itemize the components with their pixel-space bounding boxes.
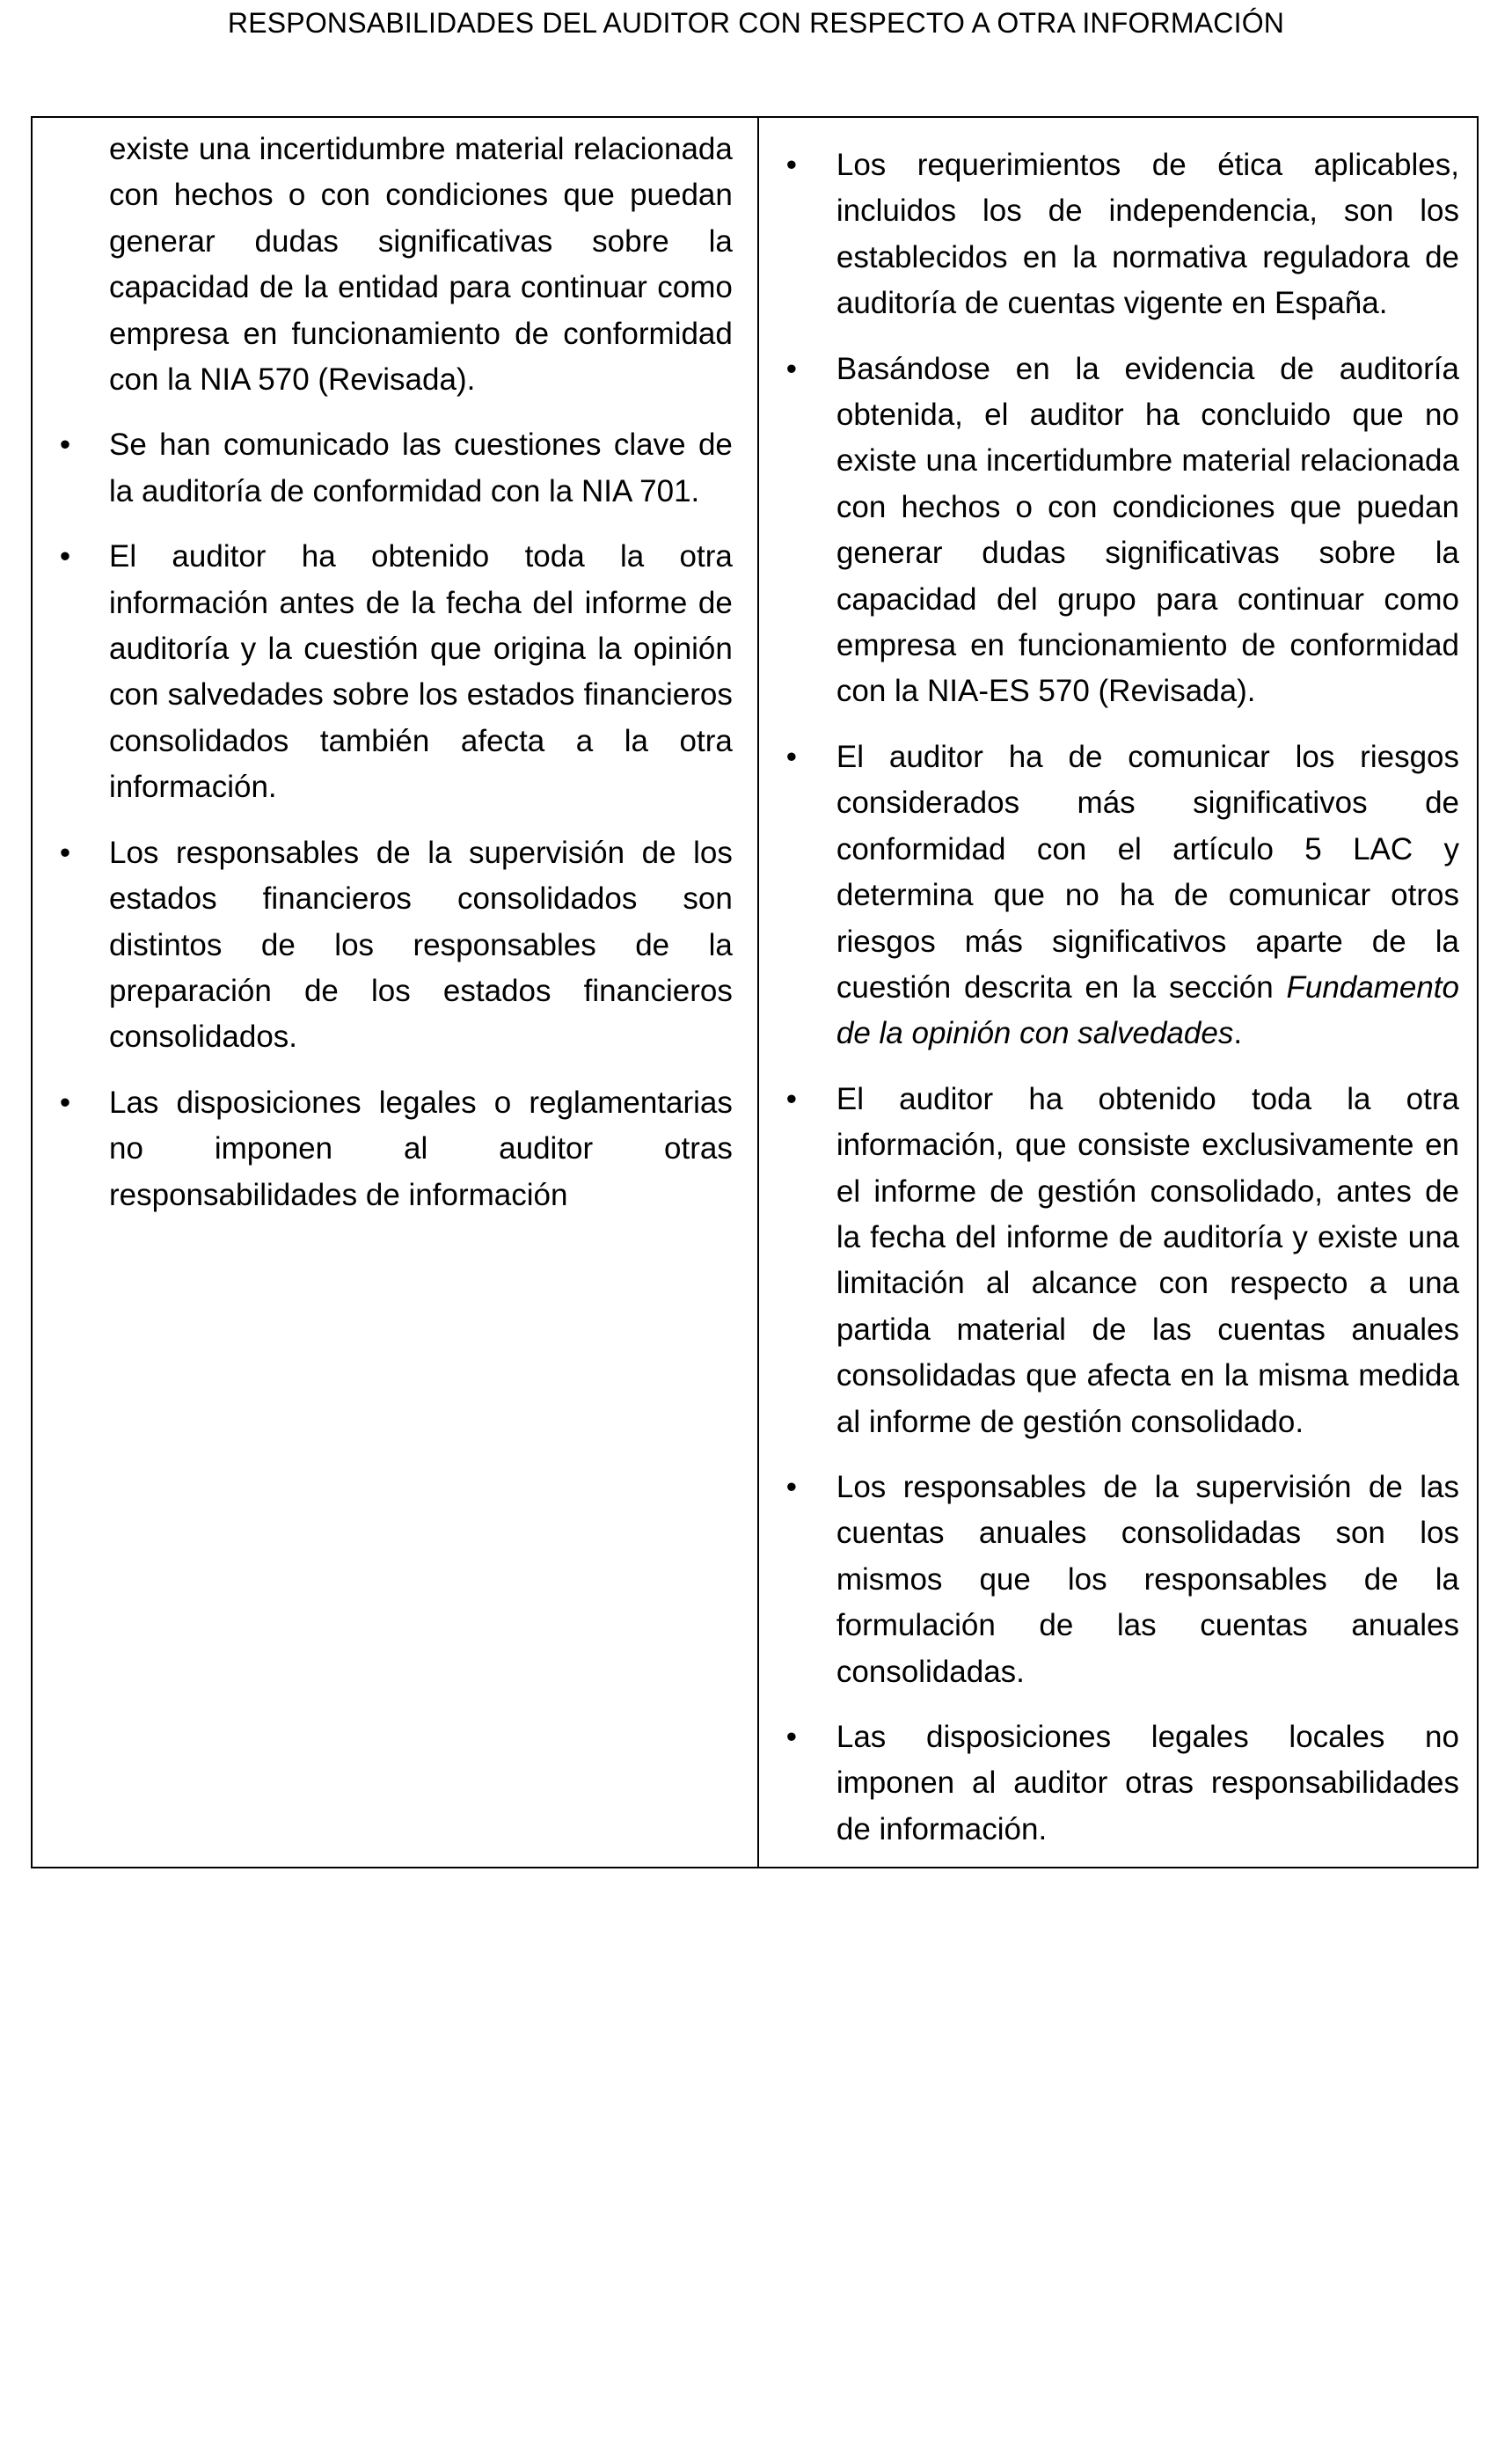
list-item-text: Los responsables de la supervisión de las cuentas anuales consolidadas son los mismos que los responsables de la formulación de las cuentas anuales consolidadas. [836,1469,1459,1689]
right-bullet-list [759,143,1459,1853]
left-column-cell [32,117,758,1868]
list-item-text: El auditor ha obtenido toda la otra información antes de la fecha del informe de auditoría y la cuestión que origina la opinión con salvedades sobre los estados financieros consolidados también afecta a la otra información. [109,539,733,805]
list-item-text: El auditor ha obtenido toda la otra información, que consiste exclusivamente en el informe de gestión consolidado, antes de la fecha del informe de auditoría y existe una limitación al alcance con respecto a una partida material de las cuentas anuales consolidadas que afecta en la misma medida al informe de gestión consolidado. [836,1081,1459,1439]
list-item [759,143,1459,327]
list-item-text: Se han comunicado las cuestiones clave de la auditoría de conformidad con la NIA 701. [109,428,733,508]
page-header-title: RESPONSABILIDADES DEL AUDITOR CON RESPECTO A OTRA INFORMACIÓN [227,7,1285,39]
list-item [33,830,733,1061]
list-item [33,1080,733,1218]
comparison-table [31,116,1479,1868]
list-item-text: Los responsables de la supervisión de los estados financieros consolidados son distintos de los responsables de la preparación de los estados financieros consolidados. [109,835,733,1055]
list-item-text: Los requerimientos de ética aplicables, incluidos los de independencia, son los establecidos en la normativa reguladora de auditoría de cuentas vigente en España. [836,148,1459,321]
bullet-icon: • [59,835,71,870]
right-column-cell [758,117,1478,1868]
bullet-icon: • [785,351,797,386]
bullet-icon: • [785,739,797,774]
list-item [33,534,733,810]
bullet-icon: • [785,1469,797,1504]
list-item-text-before: El auditor ha de comunicar los riesgos considerados más significativos de conformidad con el artículo 5 LAC y determina que no ha de comunicar otros riesgos más significativos aparte de la cuestión descrita en la sección [836,739,1459,1005]
bullet-icon: • [59,1085,71,1120]
list-item [759,1077,1459,1445]
table-row [32,117,1478,1868]
section-reference-italic: Fundamento de la opinión con salvedades [836,969,1459,1051]
left-bullet-list [33,422,733,1218]
bullet-icon: • [59,428,71,463]
list-item [759,1715,1459,1853]
list-item-text: Basándose en la evidencia de auditoría obtenida, el auditor ha concluido que no existe una incertidumbre material relacionada con hechos o con condiciones que puedan generar dudas significativas sobre la capacidad del grupo para continuar como empresa en funcionamiento de conformidad con la NIA-ES 570 (Revisada). [836,351,1459,709]
bullet-icon: • [785,1081,797,1116]
list-item-text: Las disposiciones legales o reglamentarias no imponen al auditor otras responsabilidades de información [109,1085,733,1212]
list-item [33,422,733,515]
list-item [759,735,1459,1057]
left-continuation-paragraph: existe una incertidumbre material relacionada con hechos o con condiciones que puedan generar dudas significativas sobre la capacidad de la entidad para continuar como empresa en funcionamiento de conformidad con la NIA 570 (Revisada). [109,132,733,398]
bullet-icon: • [785,148,797,182]
bullet-icon: • [785,1720,797,1754]
list-item-text-after: . [1233,1016,1243,1051]
list-item [759,1465,1459,1695]
bullet-icon: • [59,539,71,574]
list-item [759,347,1459,715]
list-item-text: Las disposiciones legales locales no imponen al auditor otras responsabilidades de información. [836,1720,1459,1846]
